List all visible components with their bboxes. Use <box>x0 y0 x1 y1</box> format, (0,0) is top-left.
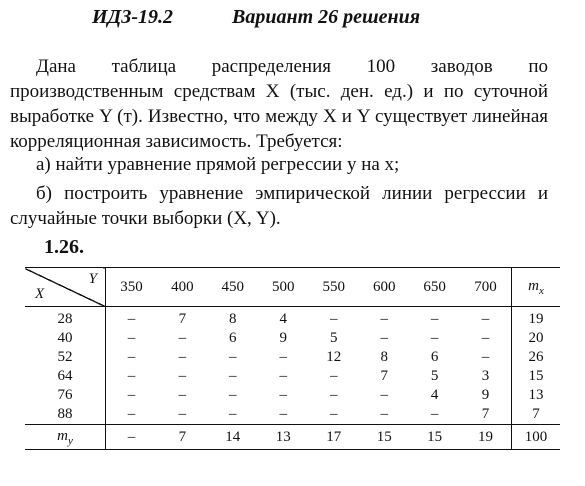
table-body <box>25 307 560 450</box>
mx-header: $m_x$ <box>512 268 561 307</box>
y-value-header: 650 <box>409 268 459 307</box>
frequency-cell: – <box>127 368 136 384</box>
frequency-cell: – <box>178 387 187 403</box>
y-value-header: 500 <box>258 268 308 307</box>
frequency-cell: 8 <box>380 349 388 365</box>
y-value-header: 350 <box>106 268 158 307</box>
mx-cell: 13 <box>512 386 561 405</box>
frequency-cell: – <box>229 349 237 365</box>
frequency-cell: – <box>229 406 237 422</box>
frequency-cell: 6 <box>430 349 439 365</box>
frequency-cell: 7 <box>178 311 187 327</box>
frequency-cell: 12 <box>326 349 342 365</box>
frequency-cell: – <box>127 330 136 346</box>
frequency-cell: – <box>279 349 287 365</box>
my-cell: 15 <box>359 425 409 450</box>
my-cell: – <box>106 425 158 450</box>
mx-cell: 15 <box>512 367 561 386</box>
frequency-cell: – <box>178 330 187 346</box>
x-value-cell: 88 <box>25 405 106 425</box>
frequency-cell: – <box>430 311 439 327</box>
total-cell: 100 <box>512 425 561 450</box>
corner-cell <box>25 268 106 307</box>
my-label: $m_y$ <box>25 425 106 450</box>
x-axis-label: X <box>35 286 45 302</box>
assignment-title: ИДЗ-19.2 <box>92 6 174 28</box>
task-a: а) найти уравнение прямой регрессии y на x; <box>36 154 400 175</box>
frequency-cell: – <box>380 387 388 403</box>
table-row <box>25 405 560 425</box>
frequency-cell: – <box>127 387 136 403</box>
frequency-cell: – <box>380 311 388 327</box>
frequency-cell: – <box>127 349 136 365</box>
frequency-cell: 5 <box>430 368 439 384</box>
y-value-header: 700 <box>460 268 512 307</box>
frequency-cell: 4 <box>430 387 439 403</box>
my-cell: 13 <box>258 425 308 450</box>
y-value-header: 450 <box>208 268 258 307</box>
frequency-cell: – <box>178 368 187 384</box>
frequency-cell: – <box>430 406 439 422</box>
frequency-cell: – <box>329 368 338 384</box>
table-row <box>25 348 560 367</box>
x-value-cell: 40 <box>25 329 106 348</box>
my-cell: 14 <box>208 425 258 450</box>
frequency-cell: – <box>279 406 287 422</box>
frequency-cell: – <box>481 311 490 327</box>
y-axis-label: Y <box>88 271 97 287</box>
table-header-row <box>25 268 560 307</box>
x-value-cell: 52 <box>25 348 106 367</box>
my-cell: 19 <box>460 425 512 450</box>
my-cell: 7 <box>157 425 207 450</box>
frequency-cell: 6 <box>229 330 237 346</box>
frequency-cell: 9 <box>279 330 287 346</box>
frequency-cell: – <box>481 330 490 346</box>
frequency-cell: – <box>279 387 287 403</box>
frequency-cell: 7 <box>481 406 490 422</box>
correlation-table <box>25 267 560 450</box>
frequency-cell: – <box>127 406 136 422</box>
frequency-cell: – <box>481 349 490 365</box>
frequency-cell: – <box>178 406 187 422</box>
frequency-cell: – <box>380 330 388 346</box>
y-value-header: 600 <box>359 268 409 307</box>
mx-cell: 26 <box>512 348 561 367</box>
y-value-header: 400 <box>157 268 207 307</box>
table-row <box>25 329 560 348</box>
frequency-cell: – <box>329 311 338 327</box>
frequency-cell: – <box>329 387 338 403</box>
x-value-cell: 76 <box>25 386 106 405</box>
table-row <box>25 367 560 386</box>
problem-statement: Дана таблица распределения 100 заводов по производственным средствам X (тыс. ден. ед.) и по суточной выработке Y (т). Известно, что между X и Y существует линейная корреляционная зависимость. Требуется: <box>10 56 548 152</box>
mx-cell: 20 <box>512 329 561 348</box>
y-value-header: 550 <box>308 268 358 307</box>
table-row <box>25 386 560 405</box>
mx-cell: 7 <box>512 405 561 425</box>
frequency-cell: 5 <box>329 330 338 346</box>
frequency-cell: – <box>229 368 237 384</box>
frequency-cell: 9 <box>481 387 490 403</box>
task-b: б) построить уравнение эмпирической линии регрессии и случайные точки выборки (X, Y). <box>10 183 548 229</box>
my-row <box>25 425 560 450</box>
frequency-cell: – <box>329 406 338 422</box>
x-value-cell: 64 <box>25 367 106 386</box>
table-row <box>25 307 560 330</box>
variant-title: Вариант 26 решения <box>232 6 421 28</box>
problem-number: 1.26. <box>44 236 84 258</box>
frequency-cell: 8 <box>229 311 237 327</box>
frequency-cell: – <box>229 387 237 403</box>
frequency-cell: – <box>380 406 388 422</box>
my-cell: 15 <box>409 425 459 450</box>
x-value-cell: 28 <box>25 307 106 330</box>
frequency-cell: 4 <box>279 311 287 327</box>
frequency-cell: 3 <box>481 368 490 384</box>
frequency-cell: – <box>279 368 287 384</box>
frequency-cell: 7 <box>380 368 388 384</box>
my-cell: 17 <box>308 425 358 450</box>
mx-cell: 19 <box>512 307 561 330</box>
frequency-cell: – <box>178 349 187 365</box>
frequency-cell: – <box>430 330 439 346</box>
frequency-cell: – <box>127 311 136 327</box>
